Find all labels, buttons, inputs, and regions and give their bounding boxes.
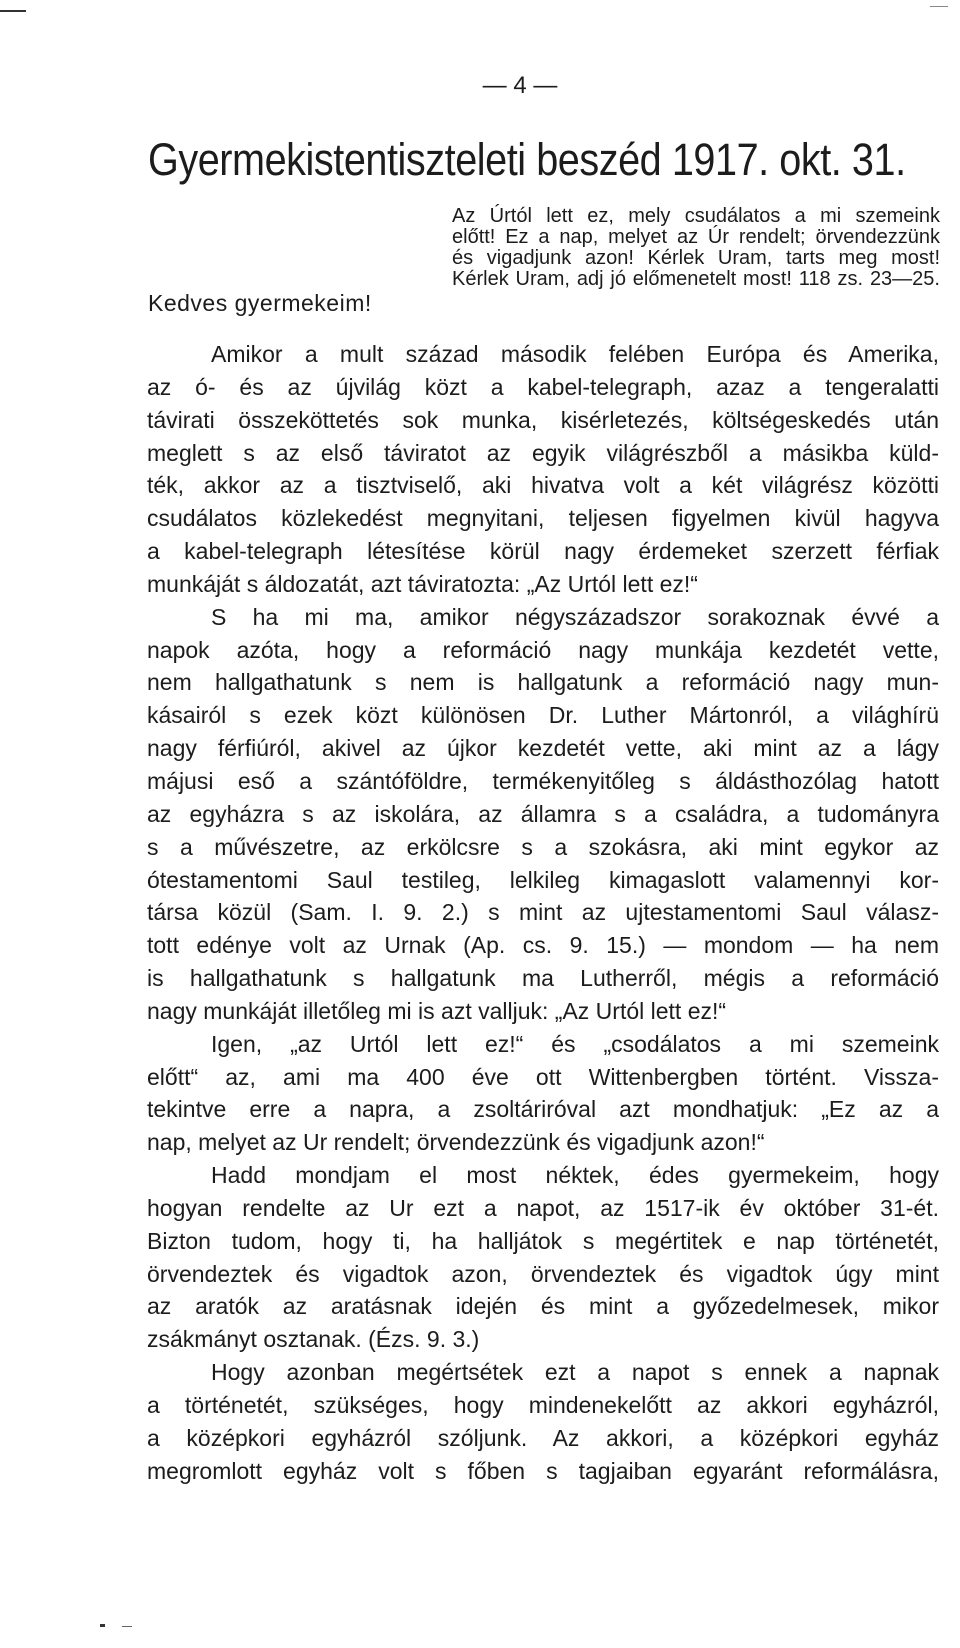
text-line: az egyházra s az iskolára, az államra s a családra, a tudományra [147,800,939,827]
text-line: nagy munkáját illetőleg mi is azt valljuk: „Az Urtól lett ez!“ [147,997,727,1024]
text-line: zsákmányt osztanak. (Ézs. 9. 3.) [147,1326,480,1353]
motto-line: Az Úrtól lett ez, mely csudálatos a mi szemeink [452,205,940,227]
scan-mark-bottom-left [100,1624,105,1627]
text-line: az ó- és az újvilág közt a kabel-telegraph, azaz a tengeralatti [147,373,939,400]
text-line: S ha mi ma, amikor négyszázadszor sorakoznak évvé a [211,603,939,630]
text-line: Amikor a mult század második felében Európa és Amerika, [211,341,939,367]
text-line: májusi eső a szántóföldre, termékenyitőleg s áldásthozólag hatott [147,767,939,794]
text-line: nap, melyet az Ur rendelt; örvendezzünk és vigadjunk azon!“ [147,1129,765,1156]
scan-mark-top-left [0,10,26,12]
text-line: ték, akkor az a tisztviselő, aki hivatva volt a két világrész közötti [147,472,939,499]
text-line: meglett s az első táviratot az egyik világrészből a másikba küld- [147,439,939,466]
text-line: Igen, „az Urtól lett ez!“ és „csodálatos a mi szemeink [211,1030,939,1057]
scan-mark-bottom-right [122,1626,132,1627]
text-line: társa közül (Sam. I. 9. 2.) s mint az ujtestamentomi Saul válasz- [147,899,939,926]
text-line: az aratók az aratásnak idején és mint a győzedelmesek, mikor [147,1293,939,1320]
page-title: Gyermekistentiszteleti beszéd 1917. okt. 31. [148,134,906,185]
text-line: a kabel-telegraph létesítése körül nagy érdemeket szerzett férfiak [147,538,939,565]
text-line: tott edénye volt az Urnak (Ap. cs. 9. 15.) — mondom — ha nem [147,932,939,959]
text-line: hogyan rendelte az Ur ezt a napot, az 1517-ik év október 31-ét. [147,1194,939,1221]
text-line: munkáját s áldozatát, azt táviratozta: „Az Urtól lett ez!“ [147,570,698,597]
text-line: távirati összeköttetés sok munka, kisérletezés, költségeskedés után [147,406,939,433]
text-line: nem hallgathatunk s nem is hallgatunk a reformáció nagy mun- [147,669,939,696]
text-line: megromlott egyház volt s főben s tagjaiban egyaránt reformálásra, [147,1457,939,1484]
text-line: is hallgathatunk s hallgatunk ma Lutherről, mégis a reformáció [147,965,939,992]
text-line: előtt“ az, ami ma 400 éve ott Wittenbergben történt. Vissza- [147,1063,939,1090]
body-text [147,338,939,1488]
text-line: Hadd mondjam el most néktek, édes gyermekeim, hogy [211,1162,939,1189]
text-line: napok azóta, hogy a reformáció nagy munkája kezdetét vette, [147,636,939,663]
text-line: a történetét, szükséges, hogy mindenekelőtt az akkori egyházról, [147,1392,939,1418]
text-line: tekintve erre a napra, a zsoltáriróval azt mondhatjuk: „Ez az a [147,1096,939,1123]
text-line: örvendeztek és vigadtok azon, örvendeztek és vigadtok úgy mint [147,1260,939,1287]
text-line: Hogy azonban megértsétek ezt a napot s ennek a napnak [211,1359,939,1386]
scan-mark-top-right [930,6,948,7]
motto-line: Kérlek Uram, adj jó előmenetelt most! 118 zs. 23—25. [452,268,940,290]
text-line: ótestamentomi Saul testileg, lelkileg kimagaslott valamennyi kor- [147,866,939,893]
text-line: nagy férfiúról, akivel az újkor kezdetét vette, aki mint az a lágy [147,735,939,762]
text-line: s a művészetre, az erkölcsre s a szokásra, aki mint egykor az [147,833,939,860]
salutation: Kedves gyermekeim! [148,290,372,316]
text-line: Bizton tudom, hogy ti, ha halljátok s megértitek e nap történetét, [147,1227,939,1254]
text-line: a középkori egyházról szóljunk. Az akkori, a középkori egyház [147,1424,939,1451]
text-line: csudálatos közlekedést megnyitani, teljesen figyelmen kivül hagyva [147,505,939,532]
text-line: kásairól s ezek közt különösen Dr. Luther Mártonról, a világhírü [147,702,939,729]
motto [452,206,940,290]
motto-line: és vigadjunk azon! Kérlek Uram, tarts meg most! [452,247,940,269]
page-number: — 4 — [482,72,558,99]
motto-line: előtt! Ez a nap, melyet az Úr rendelt; örvendezzünk [452,226,940,248]
